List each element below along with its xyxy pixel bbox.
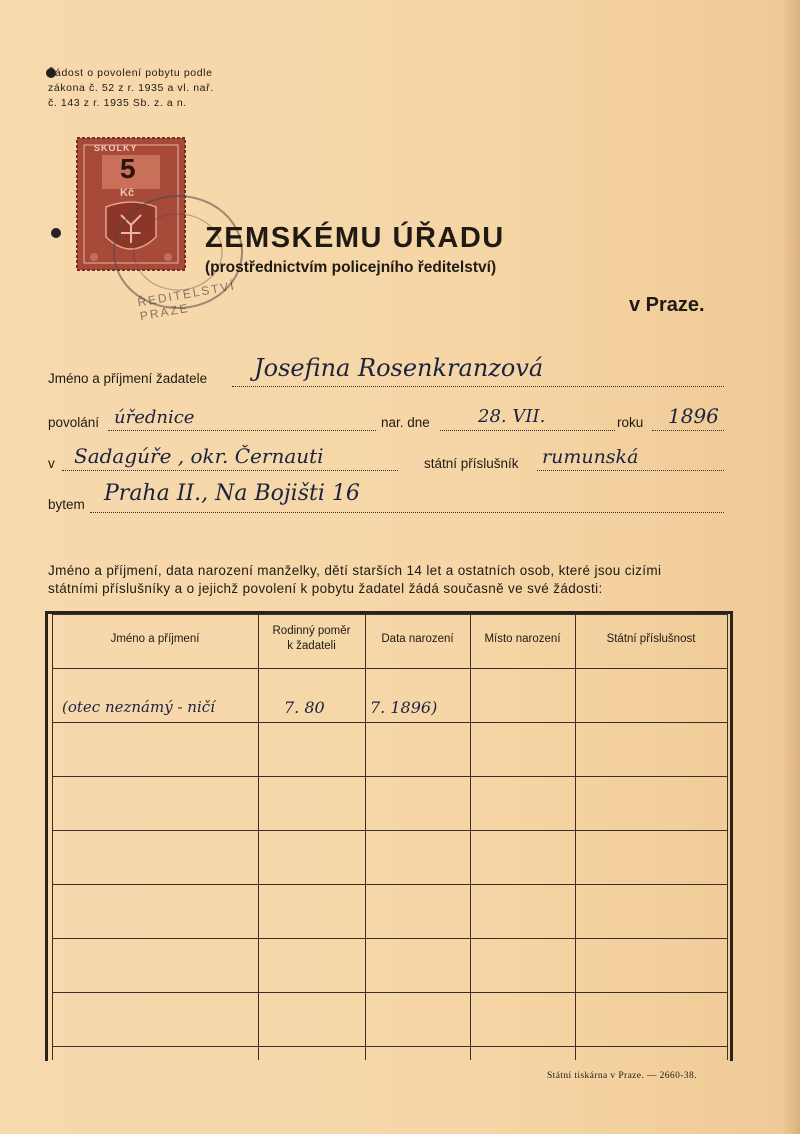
table-inner-border — [727, 614, 728, 1060]
name-label: Jméno a příjmení žadatele — [48, 371, 208, 386]
place-field[interactable]: Sadagúře , okr. Černauti — [74, 444, 324, 468]
place-line — [62, 470, 398, 471]
table-cell[interactable]: (otec neznámý - ničí — [62, 698, 215, 716]
born-label: nar. dne — [381, 415, 430, 430]
punch-hole-icon — [51, 228, 61, 238]
page-title: ZEMSKÉMU ÚŘADU — [205, 222, 505, 254]
address-field[interactable]: Praha II., Na Bojišti 16 — [104, 481, 360, 506]
year-field[interactable]: 1896 — [668, 404, 719, 428]
year-line — [652, 430, 724, 431]
row-divider — [52, 884, 727, 885]
stamp-top-text: SKOLKY — [94, 143, 138, 153]
column-divider — [258, 614, 259, 1060]
page-subtitle: (prostřednictvím policejního ředitelství) — [205, 259, 497, 276]
occupation-label: povolání — [48, 415, 100, 430]
paper-edge-shadow — [782, 0, 800, 1134]
legal-line: č. 143 z r. 1935 Sb. z. a n. — [48, 97, 187, 109]
column-divider — [575, 614, 576, 1060]
row-divider — [52, 992, 727, 993]
paragraph-line: Jméno a příjmení, data narození manželky, dětí starších 14 let a ostatních osob, které jsou cizími — [48, 563, 662, 578]
column-header-citizenship: Státní příslušnost — [606, 633, 696, 645]
legal-reference — [48, 66, 248, 111]
column-header-name: Jméno a příjmení — [110, 633, 200, 645]
occupation-line — [108, 430, 376, 431]
occupation-field[interactable]: úřednice — [114, 407, 195, 428]
born-line — [440, 430, 615, 431]
row-divider — [52, 722, 727, 723]
citizenship-field[interactable]: rumunská — [542, 446, 639, 468]
table-inner-border — [52, 614, 53, 1060]
paragraph-line: státními příslušníky a o jejichž povolení k pobytu žadatel žádá současně ve své žádosti: — [48, 581, 603, 596]
citizenship-line — [537, 470, 724, 471]
column-header-birthplace: Místo narození — [484, 633, 561, 645]
seal-text: ŘEDITELSTVÍ PRAZE — [136, 278, 237, 324]
persons-table — [45, 611, 733, 1061]
name-line — [232, 386, 724, 387]
address-line — [90, 512, 724, 513]
born-field[interactable]: 28. VII. — [478, 406, 546, 427]
place-label: v — [48, 456, 55, 471]
instructions-paragraph — [48, 562, 738, 598]
stamp-value: 5 — [120, 153, 136, 184]
row-divider — [52, 938, 727, 939]
column-header-relation: Rodinný poměr k žadateli — [272, 625, 351, 652]
table-inner-border — [52, 614, 727, 615]
row-divider — [52, 668, 727, 669]
table-cell[interactable]: 7. 1896) — [370, 698, 438, 717]
row-divider — [52, 830, 727, 831]
column-header-birthdate: Data narození — [381, 633, 454, 645]
table-cell[interactable]: 7. 80 — [284, 698, 325, 717]
printer-footer: Státní tiskárna v Praze. — 2660-38. — [547, 1071, 697, 1081]
legal-line: zákona č. 52 z r. 1935 a vl. nař. — [48, 82, 214, 94]
column-divider — [365, 614, 366, 1060]
legal-line: Žádost o povolení pobytu podle — [48, 67, 213, 79]
year-label: roku — [617, 415, 644, 430]
city-label: v Praze. — [629, 294, 705, 316]
address-label: bytem — [48, 497, 85, 512]
column-divider — [470, 614, 471, 1060]
row-divider — [52, 1046, 727, 1047]
citizenship-label: státní příslušník — [424, 456, 519, 471]
name-field[interactable]: Josefina Rosenkranzová — [254, 354, 544, 382]
row-divider — [52, 776, 727, 777]
stamp-currency: Kč — [120, 187, 135, 199]
